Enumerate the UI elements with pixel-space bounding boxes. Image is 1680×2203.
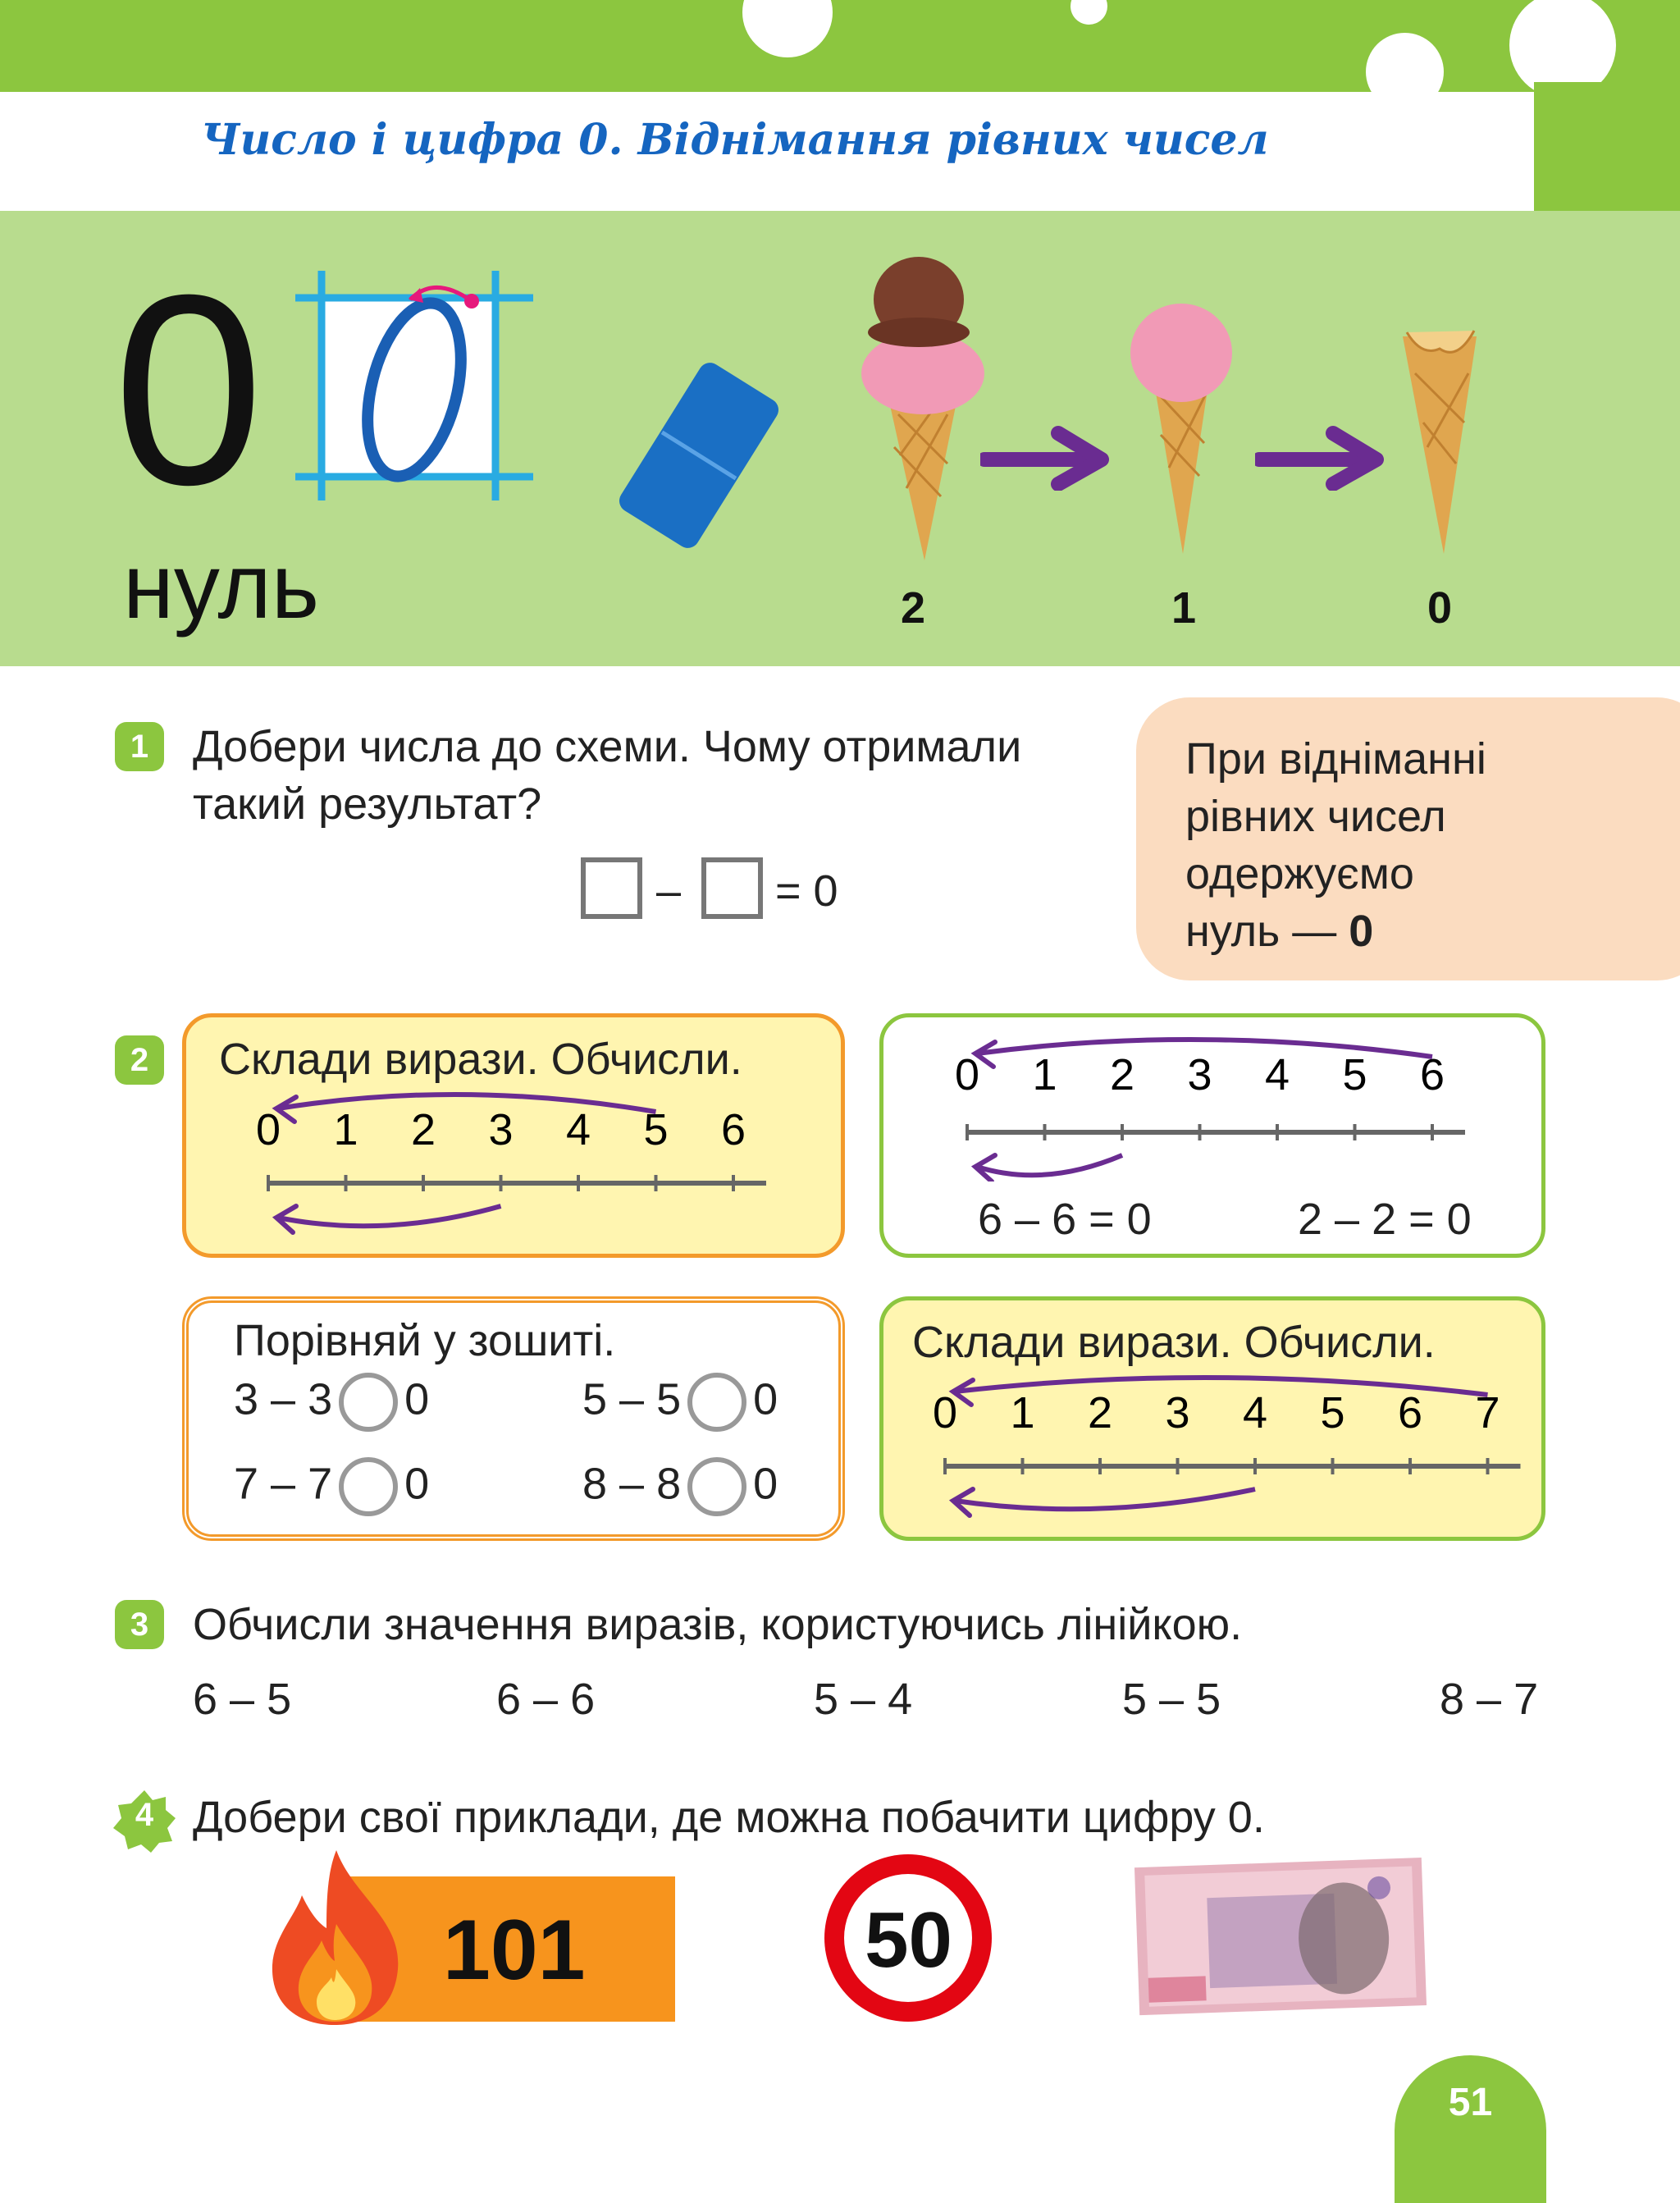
number-line-label: 0 <box>255 1105 281 1154</box>
compare-circle[interactable] <box>339 1373 398 1432</box>
number-line-label: 0 <box>932 1388 958 1437</box>
number-line-label: 3 <box>1187 1050 1212 1099</box>
page-number: 51 <box>1448 2081 1493 2124</box>
rule-line: рівних чисел <box>1185 792 1446 841</box>
number-line-label: 2 <box>410 1105 436 1154</box>
number-line-label: 2 <box>1087 1388 1113 1437</box>
number-line <box>883 1017 1544 1181</box>
compare-row <box>582 1457 778 1516</box>
task-number-badge: 4 <box>135 1797 154 1833</box>
rule-line <box>1185 903 1486 960</box>
compare-right: 0 <box>753 1459 778 1509</box>
number-line-label: 5 <box>1342 1050 1367 1099</box>
compare-circle[interactable] <box>339 1457 398 1516</box>
compare-row <box>234 1457 429 1516</box>
expression: 6 – 5 <box>193 1675 292 1724</box>
fire-icon <box>262 1846 406 2027</box>
compare-left: 7 – 7 <box>234 1459 333 1509</box>
card-title: Порівняй у зошиті. <box>234 1316 616 1365</box>
number-line-label: 0 <box>954 1050 980 1099</box>
icecream-empty-cone-icon <box>1399 324 1481 558</box>
task-number-badge: 2 <box>115 1035 164 1085</box>
compare-right: 0 <box>404 1374 430 1424</box>
jump-arc-lower <box>955 1489 1255 1509</box>
number-line-label: 1 <box>333 1105 358 1154</box>
number-line-label: 5 <box>643 1105 669 1154</box>
number-line-label: 3 <box>1165 1388 1190 1437</box>
compare-left: 8 – 8 <box>582 1459 682 1509</box>
card-compose-expressions-6 <box>182 1013 845 1258</box>
card-title: Склади вирази. Обчисли. <box>912 1318 1436 1367</box>
expression: 6 – 6 <box>496 1675 596 1724</box>
big-digit-zero: 0 <box>113 238 264 541</box>
number-line-label: 6 <box>1397 1388 1423 1437</box>
task1-text <box>193 718 1021 833</box>
rule-zero-bold: 0 <box>1349 907 1374 956</box>
number-line-label: 4 <box>565 1105 591 1154</box>
card-title: Склади вирази. Обчисли. <box>219 1035 742 1084</box>
compare-right: 0 <box>753 1374 778 1424</box>
card-compare <box>182 1296 845 1541</box>
compare-circle[interactable] <box>687 1457 746 1516</box>
icecream-one-scoop-icon <box>1124 304 1239 558</box>
answer-box[interactable] <box>581 857 642 919</box>
compare-row <box>234 1373 429 1432</box>
minus-sign: – <box>656 866 682 916</box>
task1-text-line: такий результат? <box>193 779 542 829</box>
jump-arc-lower <box>977 1155 1122 1175</box>
compare-left: 5 – 5 <box>582 1374 682 1424</box>
zero-writing-grid-icon <box>287 267 541 505</box>
compare-row <box>582 1373 778 1432</box>
number-line <box>883 1370 1544 1534</box>
number-line-label: 6 <box>720 1105 746 1154</box>
scheme-result: = 0 <box>775 866 838 916</box>
number-line-label: 1 <box>1010 1388 1035 1437</box>
expression: 5 – 5 <box>1122 1675 1221 1724</box>
rule-line: одержуємо <box>1185 849 1414 898</box>
compare-right: 0 <box>404 1459 430 1509</box>
page-number-tab <box>1395 2055 1546 2203</box>
example-equation: 6 – 6 = 0 <box>978 1195 1152 1244</box>
number-line-label: 2 <box>1109 1050 1135 1099</box>
header-corner <box>1534 82 1680 211</box>
number-line-label: 1 <box>1032 1050 1057 1099</box>
expression: 5 – 4 <box>814 1675 913 1724</box>
number-line-label: 4 <box>1242 1388 1268 1437</box>
number-line-label: 6 <box>1419 1050 1445 1099</box>
task-number-badge: 3 <box>115 1600 164 1649</box>
fire-number: 101 <box>443 1903 586 1998</box>
card-compose-expressions-7 <box>879 1296 1545 1541</box>
number-line <box>186 1087 842 1251</box>
banknote-icon <box>1130 1846 1436 2027</box>
lesson-title: Число і цифра 0. Віднімання рівних чисел <box>201 115 1269 165</box>
task3-text: Обчисли значення виразів, користуючись лінійкою. <box>193 1600 1243 1649</box>
icecream-count-label: 1 <box>1171 583 1197 633</box>
icecream-count-label: 2 <box>901 583 926 633</box>
answer-box[interactable] <box>701 857 763 919</box>
task1-text-line: Добери числа до схеми. Чому отримали <box>193 722 1022 771</box>
task4-text: Добери свої приклади, де можна побачити цифру 0. <box>193 1793 1265 1842</box>
arrow-right-icon <box>980 425 1116 491</box>
expression: 8 – 7 <box>1440 1675 1539 1724</box>
number-line-label: 5 <box>1320 1388 1345 1437</box>
rule-line: При відніманні <box>1185 734 1486 784</box>
icecream-two-scoops-icon <box>849 250 997 562</box>
compare-left: 3 – 3 <box>234 1374 333 1424</box>
number-line-label: 3 <box>488 1105 514 1154</box>
speed-limit-number: 50 <box>865 1896 952 1984</box>
zero-word: нуль <box>123 535 320 638</box>
number-line-label: 7 <box>1475 1388 1500 1437</box>
number-line-label: 4 <box>1264 1050 1290 1099</box>
card-example-number-line <box>879 1013 1545 1258</box>
eraser-icon <box>619 361 779 550</box>
example-equation: 2 – 2 = 0 <box>1298 1195 1472 1244</box>
task-number-badge: 1 <box>115 722 164 771</box>
rule-line-text: нуль — <box>1185 907 1349 956</box>
icecream-count-label: 0 <box>1427 583 1453 633</box>
rule-text <box>1185 730 1486 960</box>
arrow-right-icon <box>1255 425 1390 491</box>
jump-arc-lower <box>278 1206 501 1226</box>
compare-circle[interactable] <box>687 1373 746 1432</box>
